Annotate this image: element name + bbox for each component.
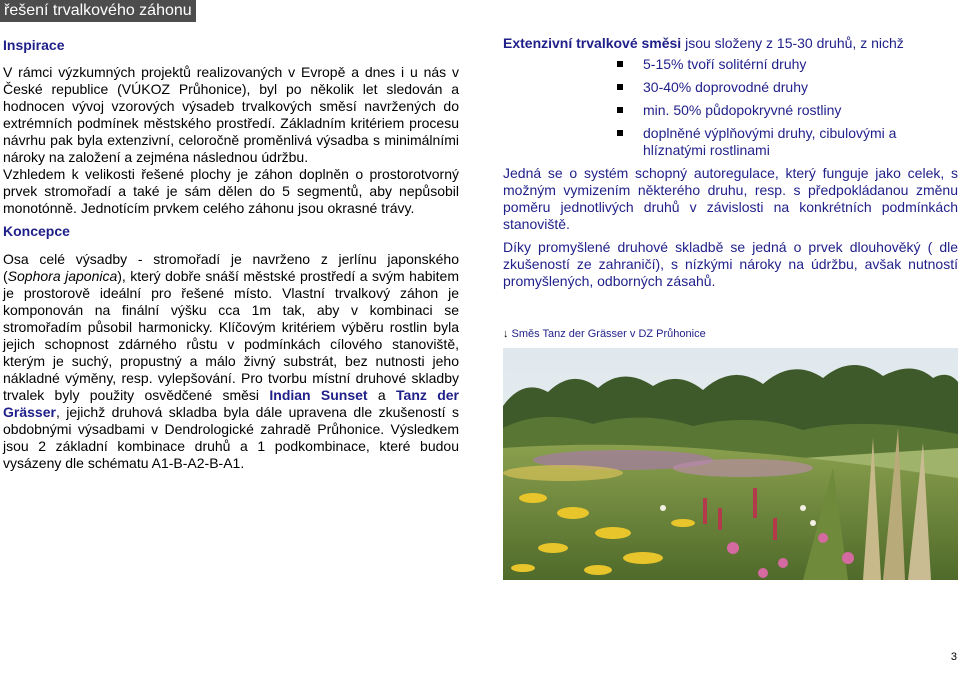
autoregulation-paragraph: Jedná se o systém schopný autoregulace, který funguje jako celek, s možným vymizením některého druhu, resp. s předpokládanou změnu poměru jednotlivých druhů v závislosti na konkrétních podmínkách stanoviště.: [503, 165, 958, 232]
list-item: 30-40% doprovodné druhy: [643, 79, 958, 96]
inspirace-heading: Inspirace: [3, 37, 65, 53]
koncepce-text-a: Osa celé výsadby - stromořadí je navrženo z jerlínu japonského (: [3, 251, 459, 284]
composition-list: [503, 56, 958, 159]
list-item: 5-15% tvoří solitérní druhy: [643, 56, 958, 73]
koncepce-and: a: [367, 387, 397, 403]
right-column: [503, 35, 958, 290]
list-item: doplněné výplňovými druhy, cibulovými a hlíznatými rostlinami: [643, 125, 958, 159]
meadow-photo: [503, 348, 958, 580]
page-number: 3: [950, 651, 957, 663]
inspirace-paragraph-1: V rámci výzkumných projektů realizovaných v Evropě a dnes i u nás v České republice (VÚKOZ Průhonice), byl po několik let sledován a hodnocen vývoj vzorových výsadeb trvalkových směsí navržených do extrémních podmínek městského prostředí. Základním kritériem procesu návrhu pak byla extenzivní, celoročně proměnlivá výsadba s minimálními nároky na založení a zejména následnou údržbu.: [3, 64, 459, 165]
photo-caption: [503, 328, 706, 340]
longevity-paragraph: Díky promyšlené druhové skladbě se jedná o prvek dlouhověký ( dle zkušeností ze zahraničí), s nízkými nároky na údržbu, avšak nutností promyšlených, odborných zásahů.: [503, 239, 958, 289]
arrow-down-icon: ↓: [503, 328, 509, 340]
extensive-mix-intro-rest: jsou složeny z 15-30 druhů, z nichž: [681, 35, 904, 51]
koncepce-text-b: ), který dobře snáší městské prostředí a svým habitem je prostorově ideální pro řešené místo. Vlastní trvalkový záhon je komponován na finální výšku cca 1m tak, aby v kombinaci se stromořadím působil harmonicky. Klíčovým kritériem výběru rostlin byla jejich schopnost zdárného růstu v podmínkách cílového stanoviště, kterým je suchý, propustný a málo živný substrát, bez nutnosti jeho nákladné výměny, resp. vylepšování. Pro tvorbu místní druhové skladby trvalek byly použity osvědčené směsi: [3, 268, 459, 403]
inspirace-paragraph-2: Vzhledem k velikosti řešené plochy je záhon doplněn o prostorotvorný prvek stromořadí a také je sám dělen do 5 segmentů, aby nepůsobil monotónně. Jednotícím prvkem celého záhonu jsou okrasné trávy.: [3, 166, 459, 216]
meadow-photo-illustration: [503, 348, 958, 580]
extensive-mix-term: Extenzivní trvalkové směsi: [503, 35, 682, 51]
extensive-mix-intro: [503, 35, 958, 52]
koncepce-text-c: , jejichž druhová skladba byla dále upravena dle zkušeností s obdobnými výsadbami v Dendrologické zahradě Průhonice. Výsledkem jsou 2 základní kombinace druhů a 1 podkombinace, které budou vysázeny dle schématu A1-B-A2-B-A1.: [3, 404, 459, 471]
mix-name-indian-sunset: Indian Sunset: [269, 387, 368, 403]
koncepce-heading: Koncepce: [3, 223, 70, 239]
photo-caption-text: Směs Tanz der Grässer v DZ Průhonice: [511, 328, 706, 340]
mix-name-tanz-der-grasser: Tanz der Grässer: [3, 387, 459, 420]
inspirace-section: [3, 35, 459, 217]
left-column: [3, 35, 459, 472]
list-item: min. 50% půdopokryvné rostliny: [643, 102, 958, 119]
latin-name: Sophora japonica: [7, 268, 118, 284]
koncepce-paragraph: [3, 251, 459, 472]
document-title: řešení trvalkového záhonu: [0, 0, 196, 22]
